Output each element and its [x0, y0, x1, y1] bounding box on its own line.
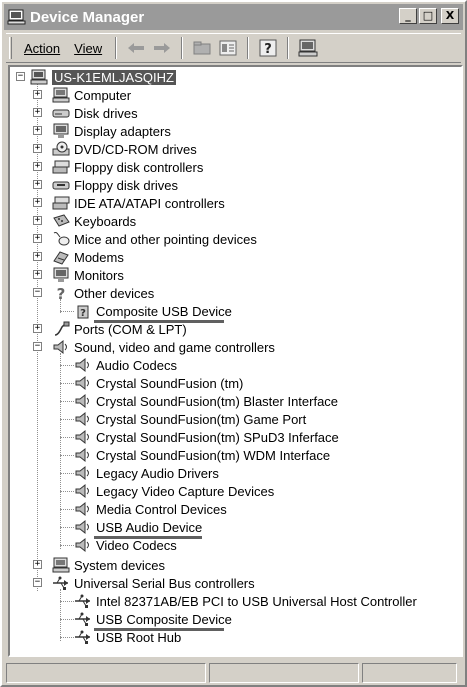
- tree-item-label: Legacy Video Capture Devices: [96, 483, 275, 499]
- expander-keyboards[interactable]: +: [34, 215, 41, 225]
- properties-icon[interactable]: [217, 38, 239, 58]
- tree-item-label: Display adapters: [74, 123, 171, 139]
- tree-item-intel-usb-host[interactable]: [74, 592, 417, 610]
- tree-item-mice[interactable]: [52, 230, 257, 248]
- menu-action[interactable]: Action: [24, 40, 61, 56]
- unknown-device-icon: [74, 303, 92, 319]
- controller-icon: [52, 159, 70, 175]
- monitor-icon: [52, 123, 70, 139]
- speaker-icon: [74, 375, 92, 391]
- toolbar-separator: [115, 37, 117, 59]
- scan-hardware-icon[interactable]: [297, 38, 319, 58]
- speaker-icon: [74, 483, 92, 499]
- forward-arrow-icon[interactable]: [151, 38, 173, 58]
- monitor-icon: [52, 267, 70, 283]
- tree-item-crystal-soundfusion[interactable]: [74, 374, 243, 392]
- expander-computer[interactable]: +: [34, 89, 41, 99]
- tree-item-usb-root-hub[interactable]: [74, 628, 181, 646]
- tree-root[interactable]: [30, 68, 176, 86]
- usb-icon: [74, 593, 92, 609]
- speaker-icon: [74, 519, 92, 535]
- speaker-icon: [74, 411, 92, 427]
- tree-item-video-codecs[interactable]: [74, 536, 177, 554]
- tree-item-label: Sound, video and game controllers: [74, 339, 275, 355]
- tree-item-computer[interactable]: [52, 86, 131, 104]
- tree-item-label: Modems: [74, 249, 124, 265]
- speaker-icon: [74, 357, 92, 373]
- usb-icon: [74, 611, 92, 627]
- expander-monitors[interactable]: +: [34, 269, 41, 279]
- expander-system-devices[interactable]: +: [34, 559, 41, 569]
- tree-item-media-control-devices[interactable]: [74, 500, 227, 518]
- tree-item-label: Disk drives: [74, 105, 138, 121]
- tree-item-spud3-interface[interactable]: [74, 428, 339, 446]
- floppy-icon: [52, 177, 70, 193]
- tree-item-floppy-controllers[interactable]: [52, 158, 203, 176]
- toolbar-grip[interactable]: [9, 37, 12, 59]
- help-icon[interactable]: [257, 38, 279, 58]
- device-tree[interactable]: [8, 65, 463, 657]
- maximize-button[interactable]: □: [419, 8, 437, 24]
- usb-icon: [52, 575, 70, 591]
- tree-item-label: Media Control Devices: [96, 501, 227, 517]
- svg-text:?: ?: [264, 42, 272, 57]
- expander-dvd-cdrom[interactable]: +: [34, 143, 41, 153]
- tree-item-ports[interactable]: [52, 320, 187, 338]
- tree-item-game-port[interactable]: [74, 410, 306, 428]
- tree-item-label: Legacy Audio Drivers: [96, 465, 219, 481]
- tree-line: [37, 83, 38, 591]
- back-arrow-icon[interactable]: [125, 38, 147, 58]
- tree-item-composite-usb-device[interactable]: [74, 302, 232, 320]
- port-icon: [52, 321, 70, 337]
- toolbar-separator: [181, 37, 183, 59]
- expander-other-devices[interactable]: −: [34, 287, 41, 297]
- status-pane-right: [362, 663, 457, 683]
- question-mark-icon: [52, 285, 70, 301]
- toolbar-separator: [247, 37, 249, 59]
- root-label: US-K1EMLJASQIHZ: [54, 69, 174, 85]
- tree-item-ide[interactable]: [52, 194, 225, 212]
- tree-item-label: Computer: [74, 87, 132, 103]
- computer-icon: [52, 557, 70, 573]
- up-folder-icon[interactable]: [191, 38, 213, 58]
- tree-item-label: Crystal SoundFusion(tm) SPuD3 Inferface: [96, 429, 339, 445]
- close-button[interactable]: X: [441, 8, 459, 24]
- speaker-icon: [74, 429, 92, 445]
- expander-display-adapters[interactable]: +: [34, 125, 41, 135]
- tree-item-label: Monitors: [74, 267, 124, 283]
- tree-item-label: USB Root Hub: [96, 629, 182, 645]
- tree-item-label: Other devices: [74, 285, 155, 301]
- tree-item-display-adapters[interactable]: [52, 122, 171, 140]
- tree-item-label: Composite USB Device: [96, 303, 232, 319]
- disk-drive-icon: [52, 105, 70, 121]
- computer-icon: [30, 69, 48, 85]
- keyboard-icon: [52, 213, 70, 229]
- tree-item-label: Mice and other pointing devices: [74, 231, 257, 247]
- modem-icon: [52, 249, 70, 265]
- status-bar: [6, 663, 461, 683]
- tree-item-blaster-interface[interactable]: [74, 392, 338, 410]
- speaker-icon: [74, 537, 92, 553]
- speaker-icon: [74, 501, 92, 517]
- tree-item-usb-audio-device[interactable]: [74, 518, 202, 536]
- expander-mice[interactable]: +: [34, 233, 41, 243]
- tree-item-system-devices[interactable]: [52, 556, 165, 574]
- usb-icon: [74, 629, 92, 645]
- expander-usb[interactable]: −: [34, 577, 41, 587]
- toolbar-separator: [287, 37, 289, 59]
- tree-item-sound[interactable]: [52, 338, 275, 356]
- expander-ide[interactable]: +: [34, 197, 41, 207]
- tree-line: [60, 589, 61, 641]
- status-pane-middle: [209, 663, 359, 683]
- tree-item-modems[interactable]: [52, 248, 124, 266]
- expander-root[interactable]: −: [17, 71, 24, 81]
- tree-item-monitors[interactable]: [52, 266, 124, 284]
- computer-icon: [52, 87, 70, 103]
- speaker-icon: [52, 339, 70, 355]
- title-bar[interactable]: [4, 4, 463, 30]
- tree-item-label: Intel 82371AB/EB PCI to USB Universal Host Controller: [96, 593, 417, 609]
- tree-item-audio-codecs[interactable]: [74, 356, 177, 374]
- tree-item-dvd-cdrom[interactable]: [52, 140, 197, 158]
- tree-item-label: Floppy disk drives: [74, 177, 179, 193]
- svg-text:?: ?: [56, 285, 66, 301]
- svg-text:?: ?: [80, 308, 86, 319]
- speaker-icon: [74, 465, 92, 481]
- tree-item-label: Floppy disk controllers: [74, 159, 204, 175]
- minimize-button[interactable]: _: [399, 8, 417, 24]
- tree-item-legacy-audio-drivers[interactable]: [74, 464, 219, 482]
- tree-item-label: Video Codecs: [96, 537, 177, 553]
- expander-floppy-controllers[interactable]: +: [34, 161, 41, 171]
- mouse-icon: [52, 231, 70, 247]
- tree-line: [60, 311, 74, 312]
- tree-item-label: IDE ATA/ATAPI controllers: [74, 195, 225, 211]
- tree-item-floppy-drives[interactable]: [52, 176, 178, 194]
- tree-item-label: USB Audio Device: [96, 519, 203, 535]
- tree-item-keyboards[interactable]: [52, 212, 136, 230]
- speaker-icon: [74, 393, 92, 409]
- tree-item-other-devices[interactable]: [52, 284, 154, 302]
- expander-floppy-drives[interactable]: +: [34, 179, 41, 189]
- tree-item-label: Crystal SoundFusion(tm) Blaster Interface: [96, 393, 339, 409]
- status-pane-main: [6, 663, 206, 683]
- expander-modems[interactable]: +: [34, 251, 41, 261]
- tree-item-label: DVD/CD-ROM drives: [74, 141, 197, 157]
- tree-item-wdm-interface[interactable]: [74, 446, 330, 464]
- toolbar: [6, 33, 461, 63]
- cdrom-icon: [52, 141, 70, 157]
- tree-item-label: Universal Serial Bus controllers: [74, 575, 255, 591]
- tree-item-disk-drives[interactable]: [52, 104, 138, 122]
- tree-item-usb-composite-device[interactable]: [74, 610, 232, 628]
- menu-view[interactable]: View: [74, 40, 103, 56]
- device-manager-icon: [7, 8, 27, 26]
- window-title: Device Manager: [30, 8, 145, 26]
- tree-item-label: Crystal SoundFusion(tm) Game Port: [96, 411, 307, 427]
- expander-ports[interactable]: +: [34, 323, 41, 333]
- tree-item-usb-controllers[interactable]: [52, 574, 255, 592]
- controller-icon: [52, 195, 70, 211]
- tree-item-label: Ports (COM & LPT): [74, 321, 187, 337]
- tree-item-label: Keyboards: [74, 213, 137, 229]
- tree-item-legacy-video-capture[interactable]: [74, 482, 274, 500]
- expander-sound[interactable]: −: [34, 341, 41, 351]
- expander-disk-drives[interactable]: +: [34, 107, 41, 117]
- speaker-icon: [74, 447, 92, 463]
- tree-item-label: Audio Codecs: [96, 357, 177, 373]
- tree-item-label: System devices: [74, 557, 166, 573]
- tree-item-label: Crystal SoundFusion(tm) WDM Interface: [96, 447, 331, 463]
- tree-item-label: USB Composite Device: [96, 611, 232, 627]
- tree-item-label: Crystal SoundFusion (tm): [96, 375, 244, 391]
